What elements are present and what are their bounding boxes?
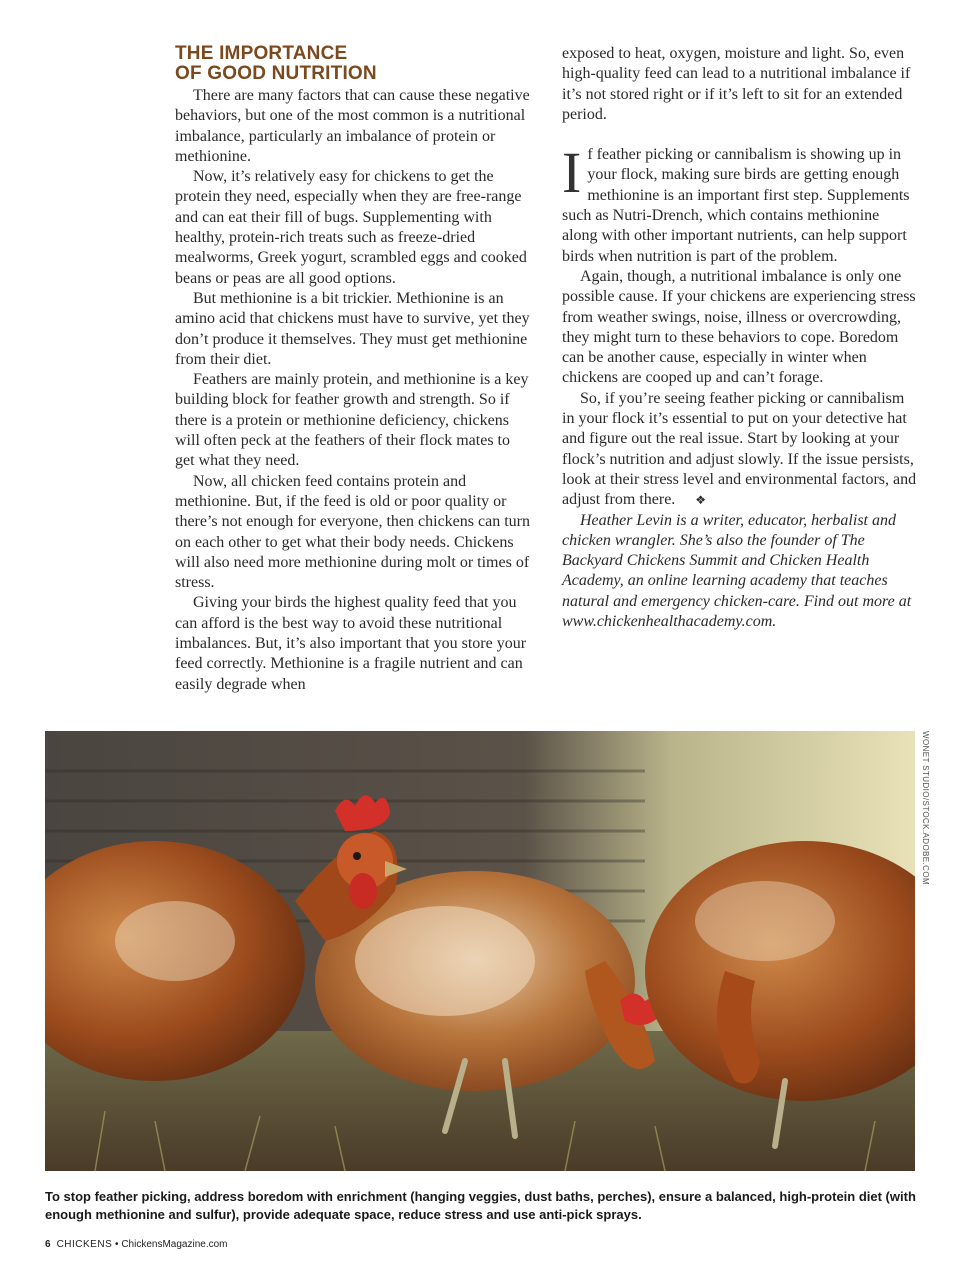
photo-credit: WONET STUDIO/STOCK.ADOBE.COM xyxy=(921,731,930,886)
paragraph: Again, though, a nutritional imbalance is only one possible cause. If your chickens are experiencing stress from weather swings, noise, illness or overcrowding, they might turn to these behaviors to cope. Boredom can be another cause, especially in winter when chickens are cooped up and can’t forage. xyxy=(562,267,916,387)
photo-caption: To stop feather picking, address boredom with enrichment (hanging veggies, dust baths, perches), ensure a balanced, high-protein diet (with enough methionine and sulfur), provide adequate space, reduce stress and use anti-pick sprays. xyxy=(45,1189,916,1222)
paragraph: Feathers are mainly protein, and methionine is a key building block for feather growth and strength. So if there is a protein or methionine deficiency, chickens will often peck at the feathers of their flock mates to get what they need. xyxy=(175,371,529,470)
paragraph: Now, it’s relatively easy for chickens to get the protein they need, especially when they are free-range and can eat their fill of bugs. Supplementing with healthy, protein-rich treats such as freeze-dried mealworms, Greek yogurt, scrambled eggs and cooked beans or peas are all good options. xyxy=(175,168,527,287)
heading-line-2: OF GOOD NUTRITION xyxy=(175,63,377,84)
chickens-illustration xyxy=(45,731,915,1171)
article-column-left xyxy=(175,44,530,695)
dropcap-paragraph-text: f feather picking or cannibalism is showing up in your flock, making sure birds are getting enough methionine is an important first step. Supplements such as Nutri-Drench, which contains methionine along with other important nutrients, can help support birds when nutrition is part of the problem. xyxy=(562,146,910,265)
final-paragraph xyxy=(562,389,917,511)
section-break xyxy=(562,125,917,145)
page-number: 6 xyxy=(45,1239,51,1250)
end-mark-icon: ❖ xyxy=(695,493,707,508)
footer-separator: • xyxy=(115,1239,119,1250)
paragraph: Giving your birds the highest quality feed that you can afford is the best way to avoid these nutritional imbalances. But, it’s also important that you store your feed correctly. Methionine is a fragile nutrient and can easily degrade when xyxy=(175,594,527,693)
heading-line-1: THE IMPORTANCE xyxy=(175,43,348,64)
final-paragraph-text: So, if you’re seeing feather picking or cannibalism in your flock it’s essential to put on your detective hat and figure out the real issue. Start by looking at your flock’s nutrition and adjust slowly. If the issue persists, look at their stress level and environmental factors, and adjust from there. xyxy=(562,389,917,509)
paragraph: Now, all chicken feed contains protein and methionine. But, if the feed is old or poor quality or there’s not enough for everyone, then chickens can turn on each other to get what their body needs. Chickens will also need more methionine during molt or times of stress. xyxy=(175,472,530,592)
paragraph: But methionine is a bit trickier. Methionine is an amino acid that chickens must have to survive, yet they don’t produce it themselves. They must get methionine from their diet. xyxy=(175,289,530,368)
magazine-website: ChickensMagazine.com xyxy=(121,1239,228,1250)
drop-cap: I xyxy=(562,140,582,206)
author-byline: Heather Levin is a writer, educator, herbalist and chicken wrangler. She’s also the founder of The Backyard Chickens Summit and Chicken Health Academy, an online learning academy that teaches natural and emergency chicken-care. Find out more at www.chickenhealthacademy.com. xyxy=(562,511,912,631)
page-footer xyxy=(45,1239,228,1250)
section-heading xyxy=(175,44,530,84)
dropcap-paragraph xyxy=(562,140,917,267)
paragraph-continued: exposed to heat, oxygen, moisture and light. So, even high-quality feed can lead to a nutritional imbalance if it’s not stored right or if it’s left to sit for an extended period. xyxy=(562,45,911,123)
paragraph: There are many factors that can cause these negative behaviors, but one of the most common is a nutritional imbalance, particularly an imbalance of protein or methionine. xyxy=(175,87,530,165)
article-column-right xyxy=(562,44,917,632)
magazine-name: CHICKENS xyxy=(56,1239,113,1250)
chickens-photo xyxy=(45,731,915,1171)
